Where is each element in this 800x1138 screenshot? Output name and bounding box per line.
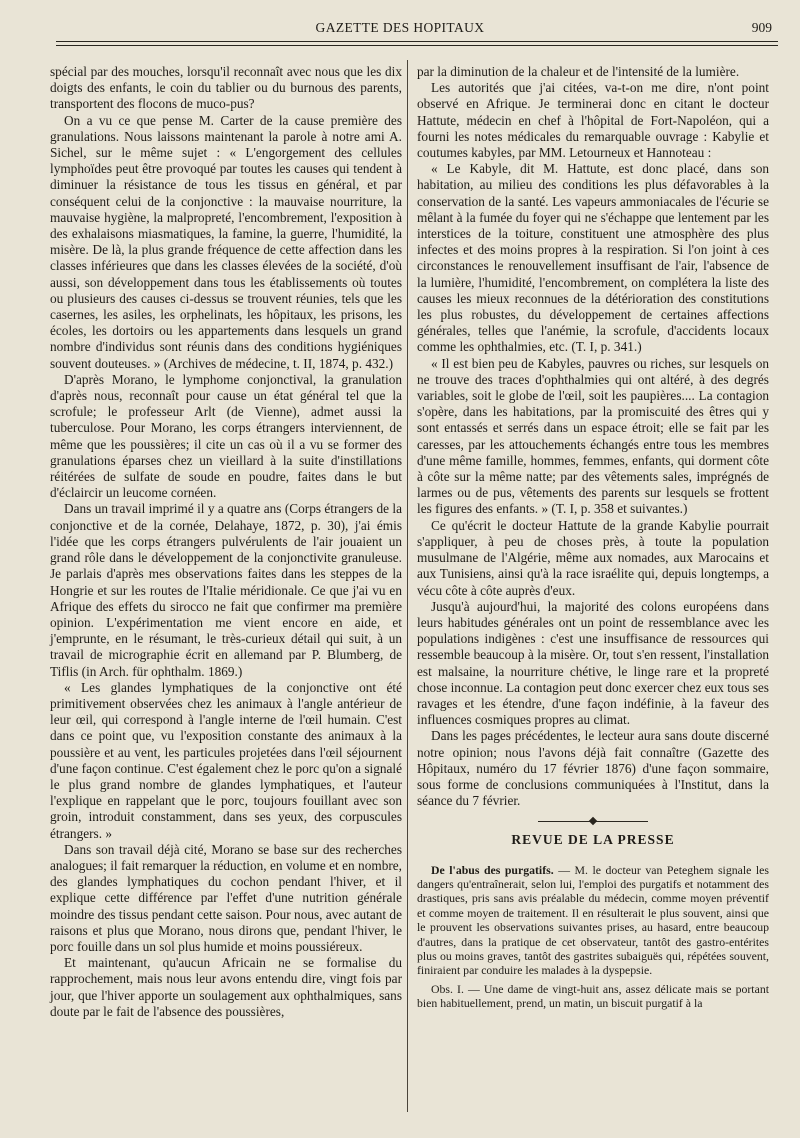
header-rule <box>56 41 778 42</box>
paragraph: On a vu ce que pense M. Carter de la cause première des granulations. Nous laissons maintenant la parole à notre ami A. Sichel, sur le même sujet : « L'engorgement des cellules lymphoïdes peut être provoqué par toutes les causes qui tendent à diminuer la résistance de tous les tissus en général, et par conséquent celui de la conjonctive : la mauvaise nourriture, la mauvaise hygiène, la malpropreté, l'encombrement, l'exposition à des exhalaisons miasmatiques, la famine, la guerre, l'humidité, la misère. De là, la plus grande fréquence de cette affection dans les classes inférieures que dans les classes élevées de la société, d'où aussi, son développement dans tous les établissements où toutes ou plusieurs des causes ci-dessus se trouvent réunies, tels que les casernes, les asiles, les orphelinats, les hôpitaux, les prisons, les écoles, les dortoirs ou les appartements dans lesquels un grand nombre d'individus sont réunis dans des conditions hygiéniques souvent douteuses. » (Archives de médecine, t. II, 1874, p. 432.) <box>50 112 402 371</box>
press-item <box>417 863 769 978</box>
paragraph: « Les glandes lymphatiques de la conjonctive ont été primitivement observées chez les animaux à l'angle antérieur de leur œil, qui correspond à l'angle interne de l'œil humain. C'est dans ce point que, vu l'exposition constante des animaux à la poussière et au vent, les particules projetées dans l'œil séjournent d'une façon continue. C'est également chez le porc qu'on a signalé le plus grand nombre de glandes lymphatiques, et l'auteur l'explique en rappelant que le porc, toujours fouillant avec son groin, introduit constamment, dans ses yeux, des corpuscules étrangers. » <box>50 679 402 841</box>
header-rule-thin <box>56 45 778 46</box>
observation-text: Obs. I. — Une dame de vingt-huit ans, assez délicate mais se portant bien habituellement, prend, un matin, un biscuit purgatif à la <box>417 981 769 1011</box>
paragraph: Jusqu'à aujourd'hui, la majorité des colons européens dans leurs habitudes générales ont un point de ressemblance avec les populations indigènes : c'est une insuffisance de ressources qui ressemble beaucoup à la misère. Or, tout s'en ressent, l'installation est malsaine, la nourriture chétive, le linge rare et la propreté chose inconnue. La contagion peut donc exercer chez eux tous ses ravages et les étendre, d'une façon indéfinie, à la faveur des influences cosmiques propres au climat. <box>417 598 769 728</box>
paragraph: spécial par des mouches, lorsqu'il reconnaît avec nous que les dix doigts des enfants, le coin du tablier ou du burnous des parents, transportent des flocons de muco-pus? <box>50 64 402 112</box>
right-column <box>417 64 769 1011</box>
section-separator <box>538 821 648 822</box>
page-number: 909 <box>751 20 772 35</box>
paragraph: Dans son travail déjà cité, Morano se base sur des recherches analogues; il fait remarquer la réduction, en volume et en nombre, des glandes lymphatiques du cochon pendant l'hiver, et il explique cette différence par l'effet d'une nutrition générale moindre des tissus pendant cette saison. Pour nous, avec autant de raisons et plus que Morano, nous dirons que, pendant l'hiver, le porc fouille dans un sol plus humide et moins poussiéreux. <box>50 841 402 954</box>
left-column <box>50 64 402 1020</box>
journal-title: GAZETTE DES HOPITAUX <box>315 20 485 35</box>
paragraph: « Il est bien peu de Kabyles, pauvres ou riches, sur lesquels on ne trouve des traces d'ophthalmies qui ont altéré, à des degrés variables, soit le globe de l'œil, soit les paupières.... La contagion s'opère, dans les habitations, par la promiscuité des êtres qui y sont entassés et serrés dans un espace étroit; elle se fait par les caresses, par les attouchements échangés entre tous les membres d'une même famille, hommes, femmes, enfants, qui dorment côte à côte sur la même natte; par des vêtements sales, imprégnés de larmes ou de pus, vêtements des parents sur lesquels se frottent les figures des enfants. » (T. I, p. 358 et suivantes.) <box>417 355 769 517</box>
paragraph: par la diminution de la chaleur et de l'intensité de la lumière. <box>417 64 740 79</box>
paragraph: D'après Morano, le lymphome conjonctival, la granulation d'après nous, reconnaît pour cause un état général tel que la scrofule; le professeur Arlt (de Vienne), admet aussi la tuberculose. Pour Morano, les corps étrangers interviennent, de même que les poussières; il cite un cas où il a vu se former des granulations éparses chez un vieillard à la suite d'instillations réitérées de sulfate de soude en poudre, faites dans le but d'éclaircir un leucome cornéen. <box>50 371 402 501</box>
paragraph: Dans un travail imprimé il y a quatre ans (Corps étrangers de la conjonctive et de la cornée, Delahaye, 1872, p. 30), j'ai émis l'idée que les corps étrangers pulvérulents de l'air jouaient un grand rôle dans le développement de la conjonctivite granuleuse. Je parlais d'après mes observations faites dans les steppes de la Hongrie et sur les routes de l'Italie méridionale. Ce que j'ai vu en Afrique des effets du sirocco ne fait que confirmer ma première opinion. L'expérimentation me vient encore en aide, et j'emprunte, en le résumant, le très-curieux détail qui suit, à un travail de micrographie écrit en allemand par P. Blumberg, de Tiflis (in Arch. für ophthalm. 1869.) <box>50 501 402 679</box>
paragraph: Dans les pages précédentes, le lecteur aura sans doute discerné notre opinion; nous l'avons déjà fait connaître (Gazette des Hôpitaux, numéro du 17 février 1876) d'une façon sommaire, sous forme de conclusions communiquées à l'Institut, dans la séance du 7 février. <box>417 728 769 809</box>
paragraph: Les autorités que j'ai citées, va-t-on me dire, n'ont point observé en Afrique. Je terminerai donc en citant le docteur Hattute, médecin en chef à l'hôpital de Fort-Napoléon, qui a fourni les notes médicales du remarquable ouvrage : Kabylie et coutumes kabyles, par MM. Letourneux et Hannoteau : <box>417 80 769 161</box>
paragraph: Et maintenant, qu'aucun Africain ne se formalise du rapprochement, mais nous leur avons entendu dire, vingt fois par jour, que l'hiver apporte un soulagement aux ophthalmiques, sans doute par le fait de l'absence des poussières, <box>50 955 402 1019</box>
press-item-title: De l'abus des purgatifs. <box>431 862 554 877</box>
press-review <box>417 863 769 1011</box>
section-heading: REVUE DE LA PRESSE <box>511 832 675 848</box>
paragraph: « Le Kabyle, dit M. Hattute, est donc placé, dans son habitation, au milieu des conditions les plus défavorables à la conservation de la santé. Les vapeurs ammoniacales de l'écurie se mêlant à la fumée du foyer qui ne s'échappe que lentement par les interstices de la toiture, constituent une atmosphère des plus infectes et des moins propres à la respiration. Si l'on joint à ces circonstances le renouvellement insuffisant de l'air, l'absence de la lumière, l'humidité, l'encombrement, on complétera la liste des causes les mieux reconnues de la détérioration des constitutions les plus robustes, du développement de certaines affections générales, telles que l'anémie, la scrofule, d'accidents locaux comme les ophthalmies, etc. (T. I, p. 341.) <box>417 161 769 355</box>
column-divider <box>407 60 408 1112</box>
press-item-text: — M. le docteur van Peteghem signale les dangers qu'entraînerait, selon lui, l'emploi des purgatifs et notamment des drastiques, pris sans avis préalable du médecin, comme moyen préventif et comme moyen de traitement. Il en résulterait le plus souvent, ainsi que le prouvent les observations suivantes prises, au hasard, entre beaucoup d'autres, dans la pratique de cet observateur, tantôt des gastro-entérites plus ou moins graves, tantôt des gastrites subaiguës qui, répétées souvent, finiraient par conduire les malades à la dyspepsie. <box>417 862 769 978</box>
paragraph: Ce qu'écrit le docteur Hattute de la grande Kabylie pourrait s'appliquer, à peu de choses près, à toute la population musulmane de l'Algérie, même aux nomades, aux Marocains et aux Tunisiens, ainsi qu'à la race israélite qui, depuis longtemps, a vécu côte à côte auprès d'eux. <box>417 517 769 598</box>
separator-ornament <box>589 817 597 825</box>
